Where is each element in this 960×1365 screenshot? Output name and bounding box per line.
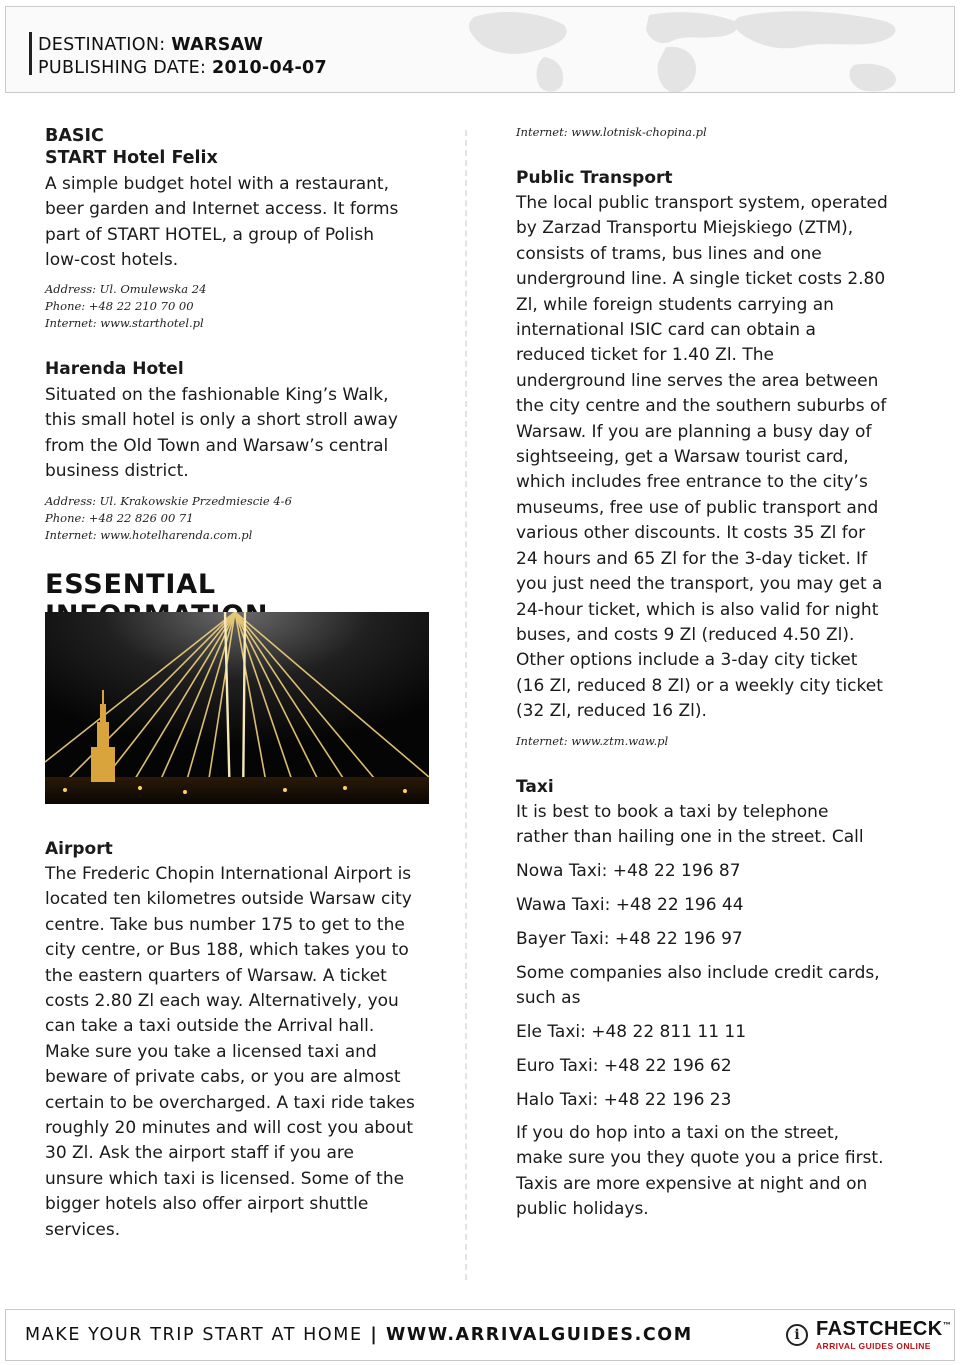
fastcheck-logo [816,1318,951,1341]
text-line: public holidays. [516,1199,649,1220]
footer-slogan [25,1325,693,1345]
text-line: centre. Take bus number 175 to get to the [45,914,405,935]
text-line: from the Old Town and Warsaw’s central [45,435,389,456]
page-footer [5,1309,955,1361]
publishing-date-line [38,58,327,78]
text-line: (32 Zl, reduced 16 Zl). [516,701,707,722]
airport-website-link[interactable]: Internet: www.lotnisk-chopina.pl [516,125,707,139]
taxi-street-advice [516,1121,883,1223]
text-line: unsure which taxi is licensed. Some of the [45,1168,405,1189]
ztm-website-link[interactable]: Internet: www.ztm.waw.pl [516,734,669,748]
hotel-phone: Phone: +48 22 826 00 71 [45,511,194,525]
text-line: bigger hotels also offer airport shuttle [45,1194,369,1215]
text-line: make sure you they quote you a price first. [516,1148,884,1169]
slogan-separator: | [362,1325,387,1345]
hotel-description [45,383,398,485]
public-transport-description [516,191,888,725]
hotel-address: Address: Ul. Omulewska 24 [45,282,207,296]
essential-information-heading: ESSENTIAL [45,569,216,600]
taxi-phone-entry: Halo Taxi: +48 22 196 23 [516,1090,732,1110]
text-line: various other discounts. It costs 35 Zl for [516,523,866,544]
text-line: underground line serves the area between [516,370,879,391]
text-line: roughly 20 minutes and will cost you about [45,1118,414,1139]
column-divider [465,130,467,1280]
text-line: certain to be overcharged. A taxi ride takes [45,1092,415,1113]
text-line: museums, free use of public transport and [516,497,879,518]
hotel-contact [45,281,206,332]
arrivalguides-link[interactable]: WWW.ARRIVALGUIDES.COM [386,1325,693,1345]
destination-label: DESTINATION: [38,35,172,55]
slogan-text: MAKE YOUR TRIP START AT HOME [25,1325,363,1345]
text-line: Warsaw. If you are planning a busy day of [516,421,872,442]
page-header [5,6,955,93]
airport-heading: Airport [45,839,113,859]
hotel-website-link[interactable]: Internet: www.starthotel.pl [45,316,204,330]
destination-line [38,35,263,55]
taxi-phone-entry: Euro Taxi: +48 22 196 62 [516,1056,732,1076]
hotel-address: Address: Ul. Krakowskie Przedmiescie 4-6 [45,494,292,508]
text-line: (16 Zl, reduced 8 Zl) or a weekly city ticket [516,675,883,696]
text-line: beware of private cabs, or you are almost [45,1067,401,1088]
text-line: The Frederic Chopin International Airport is [45,864,412,884]
text-line: It is best to book a taxi by telephone [516,802,829,822]
text-line: the eastern quarters of Warsaw. A ticket [45,965,387,986]
warsaw-bridge-night-photo [45,612,429,804]
taxi-intro [516,800,864,851]
airport-description [45,862,415,1243]
text-line: sightseeing, get a Warsaw tourist card, [516,447,849,468]
text-line: the city centre and the southern suburbs of [516,396,887,417]
text-line: If you do hop into a taxi on the street, [516,1123,840,1143]
hotel-name: START Hotel Felix [45,148,218,168]
text-line: Make sure you take a licensed taxi and [45,1041,377,1062]
text-line: city centre, or Bus 188, which takes you to [45,940,409,961]
text-line: underground line. A single ticket costs 2.80 [516,269,886,290]
text-line: reduced ticket for 1.40 Zl. The [516,345,774,366]
destination-value: WARSAW [171,35,264,55]
text-line: located ten kilometres outside Warsaw city [45,889,412,910]
text-line: consists of trams, bus lines and one [516,243,822,264]
text-line: 30 Zl. Ask the airport staff if you are [45,1143,354,1164]
text-line: you just need the transport, you may get a [516,574,883,595]
text-line: 24-hour ticket, which is also valid for night [516,599,879,620]
taxi-phone-entry: Nowa Taxi: +48 22 196 87 [516,861,741,881]
hotel-website-link[interactable]: Internet: www.hotelharenda.com.pl [45,528,253,542]
hotel-contact [45,493,292,544]
text-line: low-cost hotels. [45,250,179,271]
logo-tagline: ARRIVAL GUIDES ONLINE [816,1341,931,1351]
text-line: part of START HOTEL, a group of Polish [45,224,374,245]
text-line: The local public transport system, operated [516,193,888,213]
text-line: rather than hailing one in the street. Call [516,827,864,848]
text-line: Taxis are more expensive at night and on [516,1173,868,1194]
text-line: Other options include a 3-day city ticket [516,650,858,671]
text-line: international ISIC card can obtain a [516,320,816,341]
taxi-phone-entry: Bayer Taxi: +48 22 196 97 [516,929,743,949]
text-line: such as [516,988,581,1009]
publishing-date-label: PUBLISHING DATE: [38,58,213,78]
logo-wordmark: FASTCHECK [816,1318,943,1340]
text-line: A simple budget hotel with a restaurant, [45,174,389,194]
world-map-watermark [434,7,954,93]
public-transport-heading: Public Transport [516,168,673,188]
text-line: this small hotel is only a short stroll away [45,410,398,431]
header-accent-bar [29,32,32,75]
info-icon: i [786,1324,808,1346]
text-line: costs 2.80 Zl each way. Alternatively, you [45,991,399,1012]
text-line: can take a taxi outside the Arrival hall. [45,1016,375,1037]
text-line: by Zarzad Transportu Miejskiego (ZTM), [516,218,854,239]
text-line: buses, and costs 9 Zl (reduced 4.50 Zl). [516,624,855,645]
text-line: services. [45,1219,121,1240]
hotel-phone: Phone: +48 22 210 70 00 [45,299,194,313]
text-line: Situated on the fashionable King’s Walk, [45,385,389,405]
text-line: which includes free entrance to the city’s [516,472,868,493]
text-line: Zl, while foreign students carrying an [516,294,834,315]
trademark-mark: ™ [942,1320,952,1330]
text-line: business district. [45,461,189,482]
text-line: beer garden and Internet access. It forms [45,199,399,220]
taxi-heading: Taxi [516,777,554,797]
taxi-phone-entry: Wawa Taxi: +48 22 196 44 [516,895,744,915]
text-line: 24 hours and 65 Zl for the 3-day ticket. If [516,548,868,569]
publishing-date-value: 2010-04-07 [212,58,327,78]
hotel-description [45,172,398,274]
taxi-phone-entry: Ele Taxi: +48 22 811 11 11 [516,1022,747,1042]
category-heading: BASIC [45,126,104,146]
hotel-name: Harenda Hotel [45,359,184,379]
text-line: Some companies also include credit cards, [516,963,880,983]
taxi-credit-cards-text [516,961,880,1012]
